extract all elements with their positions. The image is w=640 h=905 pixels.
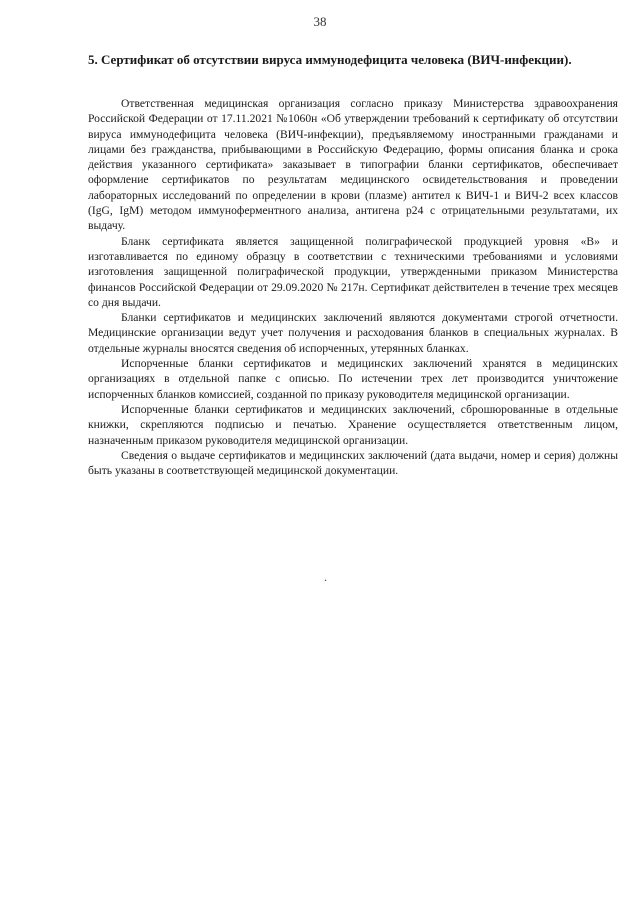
paragraph-order-reference: Ответственная медицинская организация согласно приказу Министерства здравоохранения Российской Федерации от 17.11.2021 №1060н «Об утверждении требований к сертификату об отсутствии вируса иммунодефицита человека (ВИЧ-инфекции), предъявляемому иностранными гражданами и лицами без гражданства, прибывающими в Российскую Федерацию, формы описания бланка и срока действия указанного сертификата» заказывает в типографии бланки сертификатов, обеспечивает оформление сертификатов по результатам медицинского освидетельствования и проведении лабораторных исследований по определении в крови (плазме) антител к ВИЧ-1 и ВИЧ-2 всех классов (IgG, IgM) методом иммуноферментного анализа, антигена p24 с отрицательными результатами, их выдачу. [88,97,618,233]
section-heading: 5. Сертификат об отсутствии вируса иммунодефицита человека (ВИЧ-инфекции). [88,52,572,67]
stray-mark: . [324,570,327,584]
paragraph-issuance-records: Сведения о выдаче сертификатов и медицинских заключений (дата выдачи, номер и серия) должны быть указаны в соответствующей медицинской документации. [88,448,618,478]
body-text [88,96,618,478]
page-number: 38 [313,14,327,29]
paragraph-strict-accounting: Бланки сертификатов и медицинских заключений являются документами строгой отчетности. Медицинские организации ведут учет получения и расходования бланков в специальных журналах. В отдельные журналы вносятся сведения об испорченных, утерянных бланках. [88,311,618,355]
paragraph-spoiled-storage: Испорченные бланки сертификатов и медицинских заключений хранятся в медицинских организациях в отдельной папке с описью. По истечении трех лет производится уничтожение испорченных бланков комиссией, созданной по приказу руководителя медицинской организации. [88,357,618,401]
paragraph-spoiled-binding: Испорченные бланки сертификатов и медицинских заключений, сброшюрованные в отдельные книжки, скрепляются подписью и печатью. Хранение осуществляется ответственным лицом, назначенным приказом руководителя медицинской организации. [88,402,618,447]
paragraph-certificate-form: Бланк сертификата является защищенной полиграфической продукцией уровня «В» и изготавливается по единому образцу в соответствии с техническими требованиями и условиями изготовления защищенной полиграфической продукции, утвержденными приказом Министерства финансов Российской Федерации от 29.09.2020 № 217н. Сертификат действителен в течение трех месяцев со дня выдачи. [88,234,618,309]
